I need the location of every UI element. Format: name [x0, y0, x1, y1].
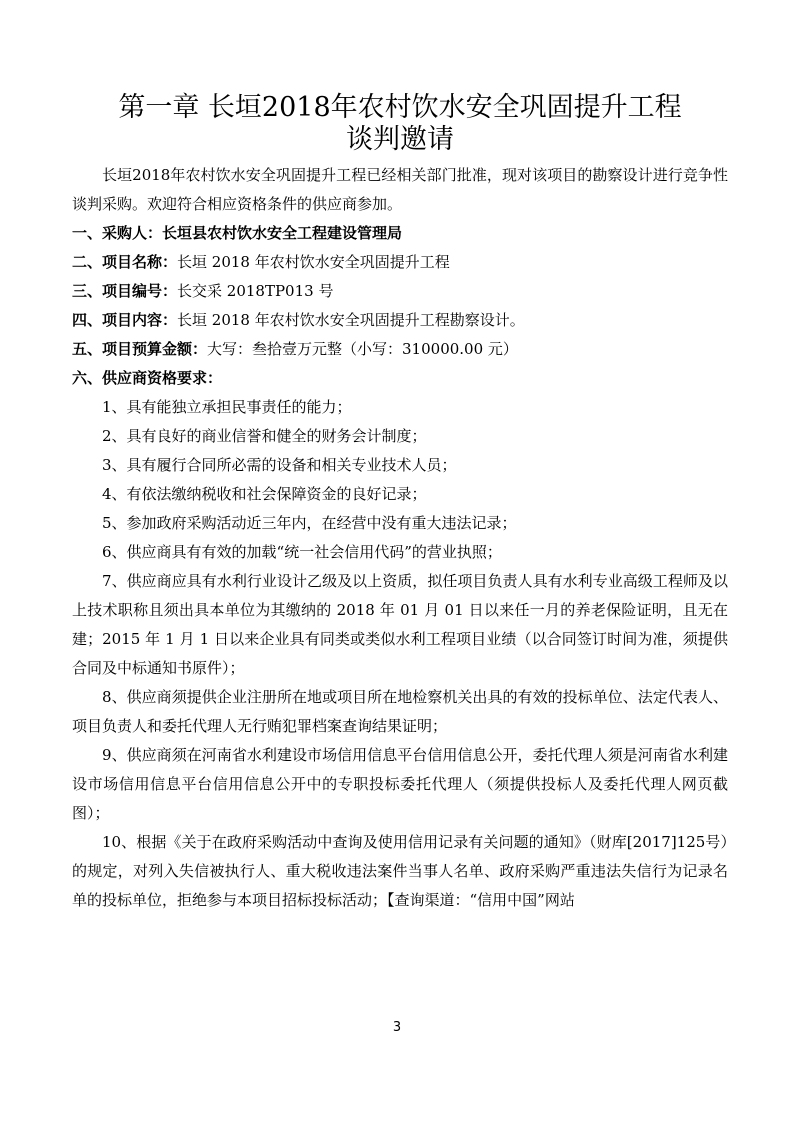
requirement-item: 7、供应商应具有水利行业设计乙级及以上资质，拟任项目负责人具有水利专业高级工程师及以上技术职称且须出具本单位为其缴纳的 2018 年 01 月 01 日以来任一月的养老保险证明，且无在建；2015 年 1 月 1 日以来企业具有同类或类似水利工程项目业绩（以合同签订时间为准，须提供合同及中标通知书原件）； [72, 572, 728, 677]
section-value: 大写：叁拾壹万元整（小写：310000.00 元） [207, 340, 518, 358]
section-value: 长垣县农村饮水安全工程建设管理局 [162, 224, 403, 242]
requirement-item: 3、具有履行合同所必需的设备和相关专业技术人员； [102, 456, 457, 474]
section-project-name [72, 248, 728, 277]
section-purchaser [72, 219, 728, 248]
section-label: 三、项目编号： [72, 282, 178, 300]
section-value: 长垣 2018 年农村饮水安全巩固提升工程 [177, 253, 450, 271]
section-label: 五、项目预算金额： [72, 340, 208, 358]
chapter-title: 第一章 长垣2018年农村饮水安全巩固提升工程 [118, 92, 682, 123]
section-value: 长垣 2018 年农村饮水安全巩固提升工程勘察设计。 [177, 311, 525, 329]
requirement-item: 10、根据《关于在政府采购活动中查询及使用信用记录有关问题的通知》（财库[2017]125号）的规定，对列入失信被执行人、重大税收违法案件当事人名单、政府采购严重违法失信行为记录名单的投标单位，拒绝参与本项目招标投标活动；【查询渠道：“信用中国”网站 [72, 833, 728, 909]
section-value: 长交采 2018TP013 号 [177, 282, 334, 300]
section-qualifications [72, 364, 728, 393]
page-number: 3 [392, 1020, 402, 1035]
section-project-number [72, 277, 728, 306]
section-project-content [72, 306, 728, 335]
requirement-item: 4、有依法缴纳税收和社会保障资金的良好记录； [102, 485, 427, 503]
requirement-item: 1、具有能独立承担民事责任的能力； [102, 398, 352, 416]
document-body [72, 161, 728, 915]
section-label: 四、项目内容： [72, 311, 178, 329]
section-budget [72, 335, 728, 364]
intro-paragraph: 长垣2018年农村饮水安全巩固提升工程已经相关部门批准，现对该项目的勘察设计进行竞争性谈判采购。欢迎符合相应资格条件的供应商参加。 [72, 166, 728, 213]
section-label: 六、供应商资格要求： [72, 369, 223, 387]
document-subtitle: 谈判邀请 [346, 124, 454, 155]
requirement-item: 8、供应商须提供企业注册所在地或项目所在地检察机关出具的有效的投标单位、法定代表人、项目负责人和委托代理人无行贿犯罪档案查询结果证明； [72, 688, 728, 735]
section-label: 一、采购人： [72, 224, 163, 242]
requirement-item: 9、供应商须在河南省水利建设市场信用信息平台信用信息公开，委托代理人须是河南省水利建设市场信用信息平台信用信息公开中的专职投标委托代理人（须提供投标人及委托代理人网页截图）； [72, 746, 728, 822]
requirement-item: 2、具有良好的商业信誉和健全的财务会计制度； [102, 427, 427, 445]
section-label: 二、项目名称： [72, 253, 178, 271]
requirement-item: 6、供应商具有有效的加载“统一社会信用代码”的营业执照； [102, 543, 502, 561]
requirement-item: 5、参加政府采购活动近三年内，在经营中没有重大违法记录； [102, 514, 517, 532]
